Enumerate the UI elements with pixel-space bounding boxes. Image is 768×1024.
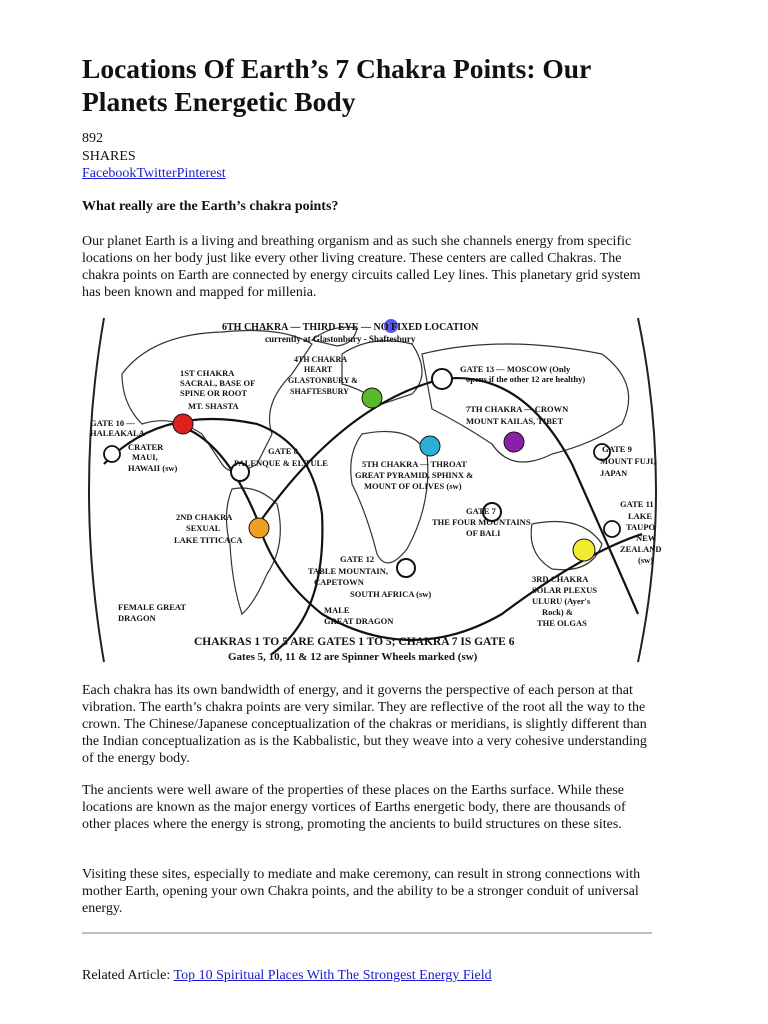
svg-text:HALEAKALA: HALEAKALA xyxy=(90,428,145,438)
svg-text:DRAGON: DRAGON xyxy=(118,613,156,623)
svg-text:SACRAL, BASE OF: SACRAL, BASE OF xyxy=(180,378,256,388)
svg-text:GATE 9: GATE 9 xyxy=(602,444,632,454)
svg-text:JAPAN: JAPAN xyxy=(600,468,628,478)
paragraph-bandwidth: Each chakra has its own bandwidth of energy, and it governs the perspective of each person at that vibration. The earth’s chakra points are very similar. They are reflective of the root all the way to the crown. The Chinese/Japanese conceptualization of the chakras or meridians, is slightly different than the Indian conceptualization as is the Kabbalistic, but they weave into a very cohesive understanding of the energy body. xyxy=(82,683,647,766)
map-caption-2: Gates 5, 10, 11 & 12 are Spinner Wheels marked (sw) xyxy=(228,651,478,663)
share-links xyxy=(82,165,226,182)
facebook-link[interactable]: Facebook xyxy=(82,166,137,181)
chakra-3-dot xyxy=(573,539,595,561)
svg-text:4TH CHAKRA: 4TH CHAKRA xyxy=(294,355,348,364)
gate-10-marker xyxy=(104,446,120,462)
svg-text:GATE 8: GATE 8 xyxy=(268,446,298,456)
chakra-1-label xyxy=(180,368,255,411)
svg-text:ZEALAND: ZEALAND xyxy=(620,544,662,554)
chakra-7-label xyxy=(466,404,569,426)
paragraph-ancients: The ancients were well aware of the properties of these places on the Earths surface. While these locations are known as the major energy vortices of Earths energetic body, there are thousands of other places where the energy is strong, promoting the ancients to build structures on these sites. xyxy=(82,783,626,832)
svg-text:CAPETOWN: CAPETOWN xyxy=(314,577,364,587)
paragraph-visiting: Visiting these sites, especially to mediate and make ceremony, can result in strong connections with mother Earth, opening your own Chakra points, and the ability to be a stronger conduit of universal energy. xyxy=(82,867,641,916)
svg-text:TAUPO: TAUPO xyxy=(626,522,656,532)
gate-9-label xyxy=(600,444,656,478)
svg-text:GATE 11: GATE 11 xyxy=(620,499,654,509)
chakra-2-label xyxy=(174,512,243,545)
related-article-link[interactable]: Top 10 Spiritual Places With The Strongest Energy Field xyxy=(173,968,492,983)
svg-text:LAKE TITICACA: LAKE TITICACA xyxy=(174,535,243,545)
svg-text:CRATER: CRATER xyxy=(128,442,164,452)
share-count xyxy=(82,130,136,165)
page-title: Locations Of Earth’s 7 Chakra Points: Our Planets Energetic Body xyxy=(82,53,591,117)
svg-text:MALE: MALE xyxy=(324,605,350,615)
map-caption-1: CHAKRAS 1 TO 5 ARE GATES 1 TO 5; CHAKRA 7 IS GATE 6 xyxy=(194,636,515,648)
chakra-2-dot xyxy=(249,518,269,538)
shares-label: SHARES xyxy=(82,148,136,164)
male-dragon-label xyxy=(324,605,394,626)
svg-text:MT. SHASTA: MT. SHASTA xyxy=(188,401,239,411)
gate-12-marker xyxy=(397,559,415,577)
gate-13-marker xyxy=(432,369,452,389)
gate-13-label xyxy=(460,364,585,384)
gate-7-label xyxy=(432,506,531,538)
related-label: Related Article: xyxy=(82,968,174,983)
svg-text:THE FOUR MOUNTAINS: THE FOUR MOUNTAINS xyxy=(432,517,531,527)
svg-text:SOUTH AFRICA (sw): SOUTH AFRICA (sw) xyxy=(350,589,432,599)
related-article xyxy=(82,967,492,985)
svg-text:HAWAII (sw): HAWAII (sw) xyxy=(128,463,178,473)
twitter-link[interactable]: Twitter xyxy=(136,166,177,181)
svg-text:1ST CHAKRA: 1ST CHAKRA xyxy=(180,368,235,378)
chakra-6-location: currently at Glastonbury - Shaftesbury xyxy=(265,334,416,344)
svg-text:GATE 10 —: GATE 10 — xyxy=(90,418,135,428)
chakra-4-label xyxy=(288,355,358,396)
svg-text:GATE 7: GATE 7 xyxy=(466,506,496,516)
chakra-7-dot xyxy=(504,432,524,452)
svg-text:GLASTONBURY &: GLASTONBURY & xyxy=(288,376,358,385)
svg-text:MAUI,: MAUI, xyxy=(132,452,158,462)
pinterest-link[interactable]: Pinterest xyxy=(176,166,226,181)
svg-text:3RD CHAKRA: 3RD CHAKRA xyxy=(532,574,589,584)
svg-text:opens if the other 12 are heal: opens if the other 12 are healthy) xyxy=(466,374,586,384)
chakra-1-dot xyxy=(173,414,193,434)
svg-text:FEMALE GREAT: FEMALE GREAT xyxy=(118,602,187,612)
svg-text:LAKE: LAKE xyxy=(628,511,653,521)
svg-text:SEXUAL: SEXUAL xyxy=(186,523,221,533)
svg-text:TABLE MOUNTAIN,: TABLE MOUNTAIN, xyxy=(308,566,388,576)
chakra-6-label: 6TH CHAKRA — THIRD EYE — NO FIXED LOCATION xyxy=(222,322,479,333)
svg-text:PALENQUE & EL TULE: PALENQUE & EL TULE xyxy=(234,458,328,468)
svg-text:HEART: HEART xyxy=(304,365,333,374)
svg-text:MOUNT OF OLIVES (sw): MOUNT OF OLIVES (sw) xyxy=(364,481,462,491)
chakra-3-label xyxy=(532,574,597,628)
svg-text:NEW: NEW xyxy=(636,533,657,543)
svg-text:7TH CHAKRA — CROWN: 7TH CHAKRA — CROWN xyxy=(466,404,569,414)
svg-text:MOUNT FUJI,: MOUNT FUJI, xyxy=(600,456,656,466)
svg-text:SOLAR PLEXUS: SOLAR PLEXUS xyxy=(532,585,597,595)
svg-text:GATE 13 — MOSCOW (Only: GATE 13 — MOSCOW (Only xyxy=(460,364,571,374)
svg-text:Rock) &: Rock) & xyxy=(542,607,573,617)
paragraph-intro: Our planet Earth is a living and breathing organism and as such she channels energy from specific locations on her body just like every other living creature. These centers are called Chakras. The chakra points on Earth are connected by energy circuits called Ley lines. This planetary grid system has been known and mapped for millenia. xyxy=(82,234,641,300)
svg-text:GREAT DRAGON: GREAT DRAGON xyxy=(324,616,394,626)
svg-text:5TH CHAKRA — THROAT: 5TH CHAKRA — THROAT xyxy=(362,459,467,469)
female-dragon-label xyxy=(118,602,186,623)
svg-text:MOUNT KAILAS, TIBET: MOUNT KAILAS, TIBET xyxy=(466,416,564,426)
svg-text:2ND CHAKRA: 2ND CHAKRA xyxy=(176,512,233,522)
svg-text:SPINE OR ROOT: SPINE OR ROOT xyxy=(180,388,248,398)
svg-text:OF BALI: OF BALI xyxy=(466,528,501,538)
section-question: What really are the Earth’s chakra points? xyxy=(82,199,339,214)
svg-text:GREAT PYRAMID, SPHINX &: GREAT PYRAMID, SPHINX & xyxy=(355,470,474,480)
chakra-4-dot xyxy=(362,388,382,408)
svg-text:SHAFTESBURY: SHAFTESBURY xyxy=(290,387,349,396)
shares-number: 892 xyxy=(82,131,103,146)
svg-text:GATE 12: GATE 12 xyxy=(340,554,375,564)
chakra-5-label xyxy=(355,459,473,491)
divider xyxy=(82,932,652,934)
gate-12-label xyxy=(308,554,431,599)
svg-text:(sw): (sw) xyxy=(638,555,654,565)
gate-11-marker xyxy=(604,521,620,537)
chakra-5-dot xyxy=(420,436,440,456)
svg-text:ULURU (Ayer's: ULURU (Ayer's xyxy=(532,596,591,606)
svg-text:THE OLGAS: THE OLGAS xyxy=(537,618,587,628)
earth-chakra-map xyxy=(82,314,662,666)
